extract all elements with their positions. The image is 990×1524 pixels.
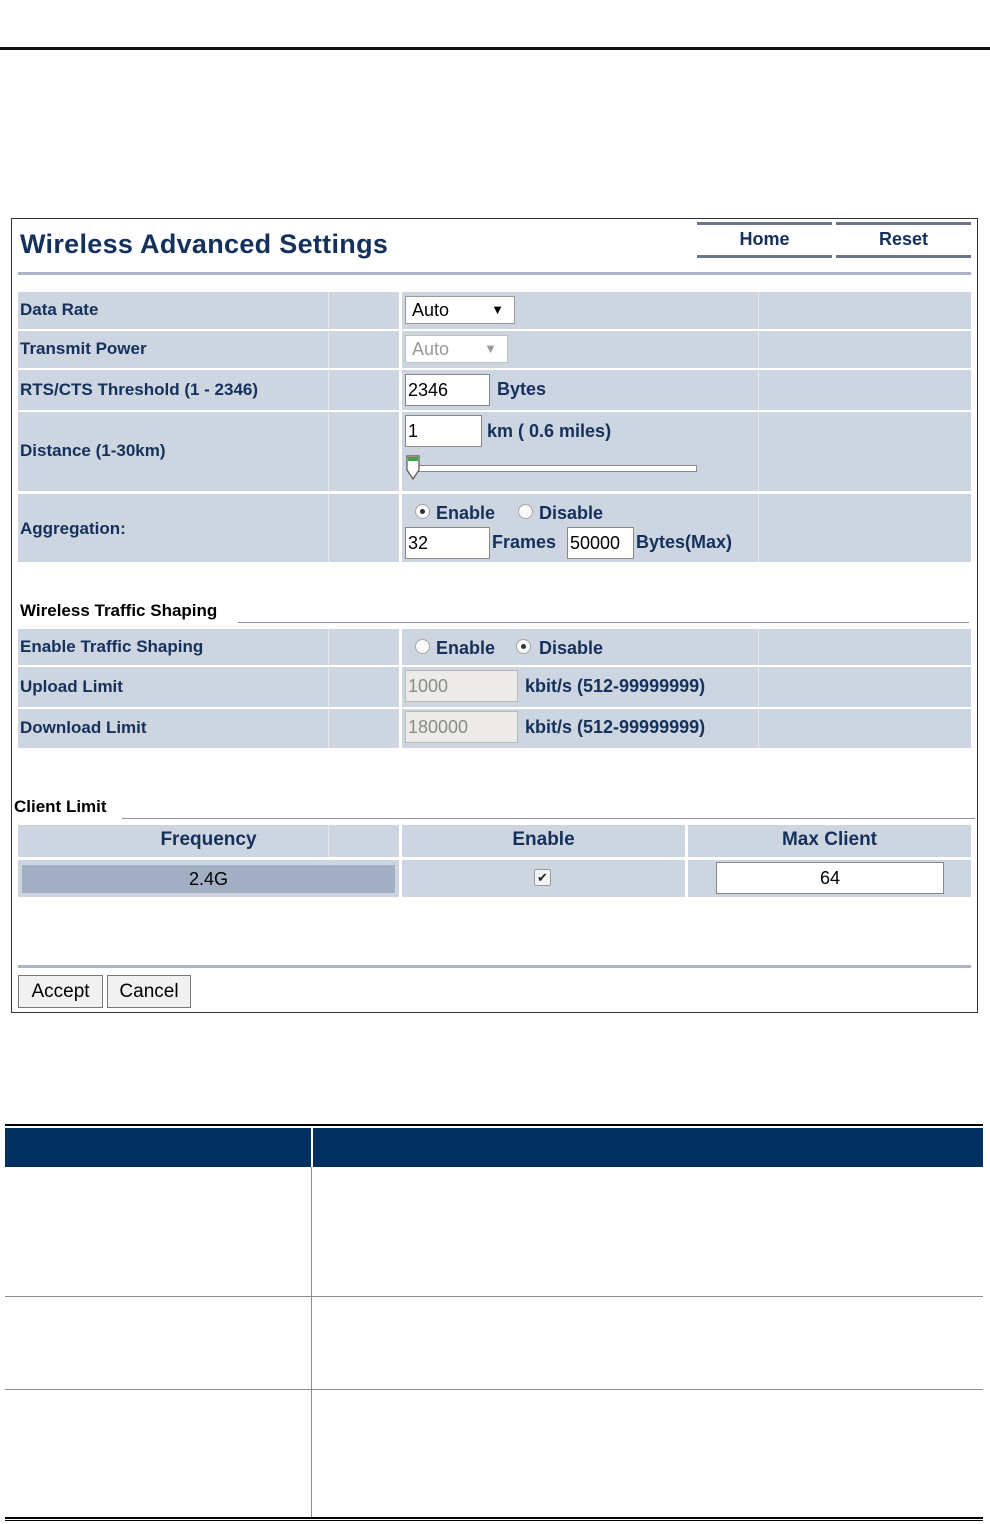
transmit-power-label: Transmit Power xyxy=(20,339,147,358)
traffic-shaping-enable-label: Enable xyxy=(436,638,496,658)
data-rate-select[interactable] xyxy=(405,296,515,324)
aggregation-row xyxy=(18,494,971,562)
aggregation-frames-input[interactable]: 32 xyxy=(405,527,490,559)
frequency-cell: 2.4G xyxy=(22,865,395,893)
max-client-input[interactable]: 64 xyxy=(716,862,944,894)
download-limit-input[interactable]: 180000 xyxy=(405,711,518,743)
upload-limit-label: Upload Limit xyxy=(20,677,123,696)
rts-cts-input[interactable]: 2346 xyxy=(405,374,490,406)
download-limit-row xyxy=(18,709,971,748)
distance-unit: km ( 0.6 miles) xyxy=(487,421,612,441)
checkmark-icon: ✔ xyxy=(537,870,548,885)
traffic-shaping-divider xyxy=(238,622,969,623)
upload-limit-unit: kbit/s (512-99999999) xyxy=(525,676,706,696)
reset-button[interactable]: Reset xyxy=(836,222,971,258)
transmit-power-row xyxy=(18,331,971,368)
rts-cts-unit: Bytes xyxy=(497,379,547,399)
rts-cts-row xyxy=(18,370,971,410)
data-rate-label: Data Rate xyxy=(20,300,99,319)
panel-title: Wireless Advanced Settings xyxy=(20,229,389,259)
download-limit-label: Download Limit xyxy=(20,718,147,737)
transmit-power-value: Auto xyxy=(412,339,450,359)
title-divider xyxy=(18,272,971,275)
traffic-shaping-disable-label: Disable xyxy=(539,638,604,658)
actions-divider xyxy=(18,965,971,968)
aggregation-disable-label: Disable xyxy=(539,503,604,523)
cancel-button[interactable]: Cancel xyxy=(107,975,191,1008)
distance-slider-thumb[interactable] xyxy=(405,454,423,482)
download-limit-unit: kbit/s (512-99999999) xyxy=(525,717,706,737)
wireless-advanced-settings-panel xyxy=(11,218,978,1013)
client-limit-divider xyxy=(122,818,975,819)
client-limit-enable-checkbox[interactable] xyxy=(534,869,551,886)
client-limit-table xyxy=(18,825,971,897)
data-rate-row xyxy=(18,292,971,329)
aggregation-frames-unit: Frames xyxy=(492,532,557,552)
home-button[interactable]: Home xyxy=(697,222,832,258)
distance-label: Distance (1-30km) xyxy=(20,441,166,460)
upload-limit-row xyxy=(18,667,971,707)
description-table-header xyxy=(5,1128,983,1167)
aggregation-enable-label: Enable xyxy=(436,503,496,523)
chevron-down-icon: ▼ xyxy=(484,341,497,356)
traffic-shaping-title: Wireless Traffic Shaping xyxy=(20,601,218,620)
distance-slider-track[interactable] xyxy=(411,465,697,472)
aggregation-bytes-unit: Bytes(Max) xyxy=(636,532,733,552)
transmit-power-select[interactable] xyxy=(405,335,508,363)
enable-traffic-shaping-label: Enable Traffic Shaping xyxy=(20,637,204,656)
description-table xyxy=(5,1124,983,1521)
chevron-down-icon: ▼ xyxy=(491,302,504,317)
accept-button[interactable]: Accept xyxy=(18,975,103,1008)
aggregation-disable-radio[interactable] xyxy=(518,504,533,519)
distance-input[interactable]: 1 xyxy=(405,415,482,447)
rts-cts-label: RTS/CTS Threshold (1 - 2346) xyxy=(20,380,259,399)
traffic-shaping-enable-radio[interactable] xyxy=(415,639,430,654)
aggregation-label: Aggregation: xyxy=(20,519,126,538)
traffic-shaping-disable-radio[interactable] xyxy=(516,639,531,654)
description-table-row-divider xyxy=(5,1296,983,1297)
enable-traffic-shaping-row xyxy=(18,629,971,665)
frequency-header: Frequency xyxy=(18,825,399,857)
data-rate-value: Auto xyxy=(412,300,450,320)
distance-row xyxy=(18,412,971,491)
client-limit-title: Client Limit xyxy=(14,797,107,816)
aggregation-enable-radio[interactable] xyxy=(415,504,430,519)
description-table-row-divider xyxy=(5,1389,983,1390)
page-top-rule xyxy=(0,47,990,50)
upload-limit-input[interactable]: 1000 xyxy=(405,670,518,702)
aggregation-bytes-input[interactable]: 50000 xyxy=(567,527,634,559)
max-client-header: Max Client xyxy=(688,825,971,857)
enable-header: Enable xyxy=(402,825,685,857)
